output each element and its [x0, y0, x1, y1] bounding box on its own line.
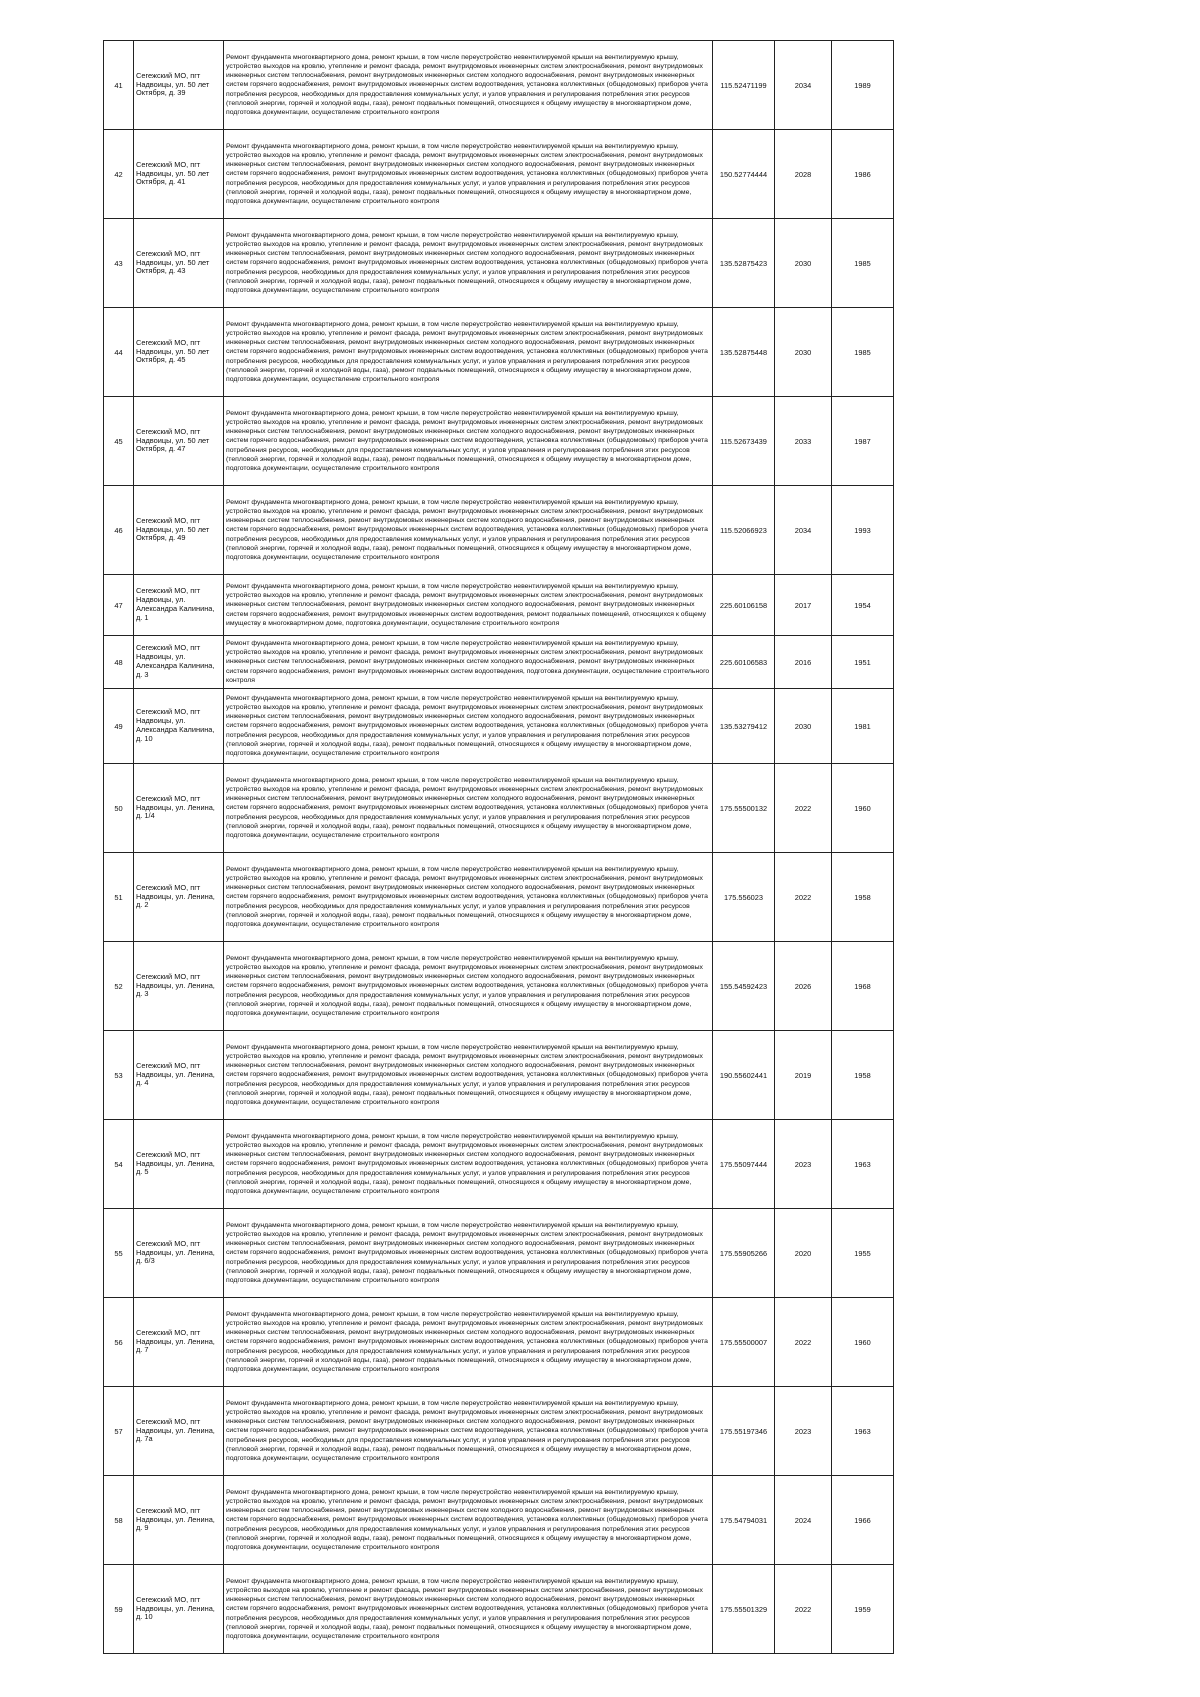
address-cell: Сегежский МО, пгт Надвоицы, ул. Ленина, д. 6/3: [134, 1209, 224, 1298]
table-row: [104, 1387, 894, 1476]
table-row: [104, 575, 894, 636]
repair-year-cell: 2030: [775, 219, 832, 308]
build-year-cell: 1985: [832, 219, 894, 308]
row-number: 44: [104, 308, 134, 397]
address-cell: Сегежский МО, пгт Надвоицы, ул. 50 лет Октября, д. 47: [134, 397, 224, 486]
value-cell: 175.55197346: [713, 1387, 775, 1476]
address-cell: Сегежский МО, пгт Надвоицы, ул. Ленина, д. 10: [134, 1565, 224, 1654]
value-cell: 190.55602441: [713, 1031, 775, 1120]
table-row: [104, 130, 894, 219]
address-cell: Сегежский МО, пгт Надвоицы, ул. 50 лет Октября, д. 41: [134, 130, 224, 219]
value-cell: 175.54794031: [713, 1476, 775, 1565]
works-cell: Ремонт фундамента многоквартирного дома, ремонт крыши, в том числе переустройство невентилируемой крыши на вентилируемую крышу, устройство выходов на кровлю, утепление и ремонт фасада, ремонт внутридомовых инженерных систем электроснабжения, ремонт внутридомовых инженерных систем теплоснабжения, ремонт внутридомовых инженерных систем холодного водоснабжения, ремонт внутридомовых инженерных систем горячего водоснабжения, ремонт внутридомовых инженерных систем водоотведения, установка коллективных (общедомовых) приборов учета потребления ресурсов, необходимых для предоставления коммунальных услуг, и узлов управления и регулирования потребления этих ресурсов (тепловой энергии, горячей и холодной воды, газа), ремонт подвальных помещений, относящихся к общему имуществу в многоквартирном доме, подготовка документации, осуществление строительного контроля: [224, 942, 713, 1031]
table-row: [104, 308, 894, 397]
build-year-cell: 1955: [832, 1209, 894, 1298]
build-year-cell: 1987: [832, 397, 894, 486]
row-number: 41: [104, 41, 134, 130]
works-cell: Ремонт фундамента многоквартирного дома, ремонт крыши, в том числе переустройство невентилируемой крыши на вентилируемую крышу, устройство выходов на кровлю, утепление и ремонт фасада, ремонт внутридомовых инженерных систем электроснабжения, ремонт внутридомовых инженерных систем теплоснабжения, ремонт внутридомовых инженерных систем холодного водоснабжения, ремонт внутридомовых инженерных систем горячего водоснабжения, ремонт внутридомовых инженерных систем водоотведения, установка коллективных (общедомовых) приборов учета потребления ресурсов, необходимых для предоставления коммунальных услуг, и узлов управления и регулирования потребления этих ресурсов (тепловой энергии, горячей и холодной воды, газа), ремонт подвальных помещений, относящихся к общему имуществу в многоквартирном доме, подготовка документации, осуществление строительного контроля: [224, 1387, 713, 1476]
works-cell: Ремонт фундамента многоквартирного дома, ремонт крыши, в том числе переустройство невентилируемой крыши на вентилируемую крышу, устройство выходов на кровлю, утепление и ремонт фасада, ремонт внутридомовых инженерных систем электроснабжения, ремонт внутридомовых инженерных систем теплоснабжения, ремонт внутридомовых инженерных систем холодного водоснабжения, ремонт внутридомовых инженерных систем горячего водоснабжения, ремонт внутридомовых инженерных систем водоотведения, установка коллективных (общедомовых) приборов учета потребления ресурсов, необходимых для предоставления коммунальных услуг, и узлов управления и регулирования потребления этих ресурсов (тепловой энергии, горячей и холодной воды, газа), ремонт подвальных помещений, относящихся к общему имуществу в многоквартирном доме, подготовка документации, осуществление строительного контроля: [224, 219, 713, 308]
build-year-cell: 1993: [832, 486, 894, 575]
build-year-cell: 1959: [832, 1565, 894, 1654]
value-cell: 115.52673439: [713, 397, 775, 486]
repair-year-cell: 2017: [775, 575, 832, 636]
row-number: 45: [104, 397, 134, 486]
works-cell: Ремонт фундамента многоквартирного дома, ремонт крыши, в том числе переустройство невентилируемой крыши на вентилируемую крышу, устройство выходов на кровлю, утепление и ремонт фасада, ремонт внутридомовых инженерных систем электроснабжения, ремонт внутридомовых инженерных систем теплоснабжения, ремонт внутридомовых инженерных систем холодного водоснабжения, ремонт внутридомовых инженерных систем горячего водоснабжения, ремонт внутридомовых инженерных систем водоотведения, установка коллективных (общедомовых) приборов учета потребления ресурсов, необходимых для предоставления коммунальных услуг, и узлов управления и регулирования потребления этих ресурсов (тепловой энергии, горячей и холодной воды, газа), ремонт подвальных помещений, относящихся к общему имуществу в многоквартирном доме, подготовка документации, осуществление строительного контроля: [224, 41, 713, 130]
row-number: 56: [104, 1298, 134, 1387]
table-row: [104, 397, 894, 486]
works-cell: Ремонт фундамента многоквартирного дома, ремонт крыши, в том числе переустройство невентилируемой крыши на вентилируемую крышу, устройство выходов на кровлю, утепление и ремонт фасада, ремонт внутридомовых инженерных систем электроснабжения, ремонт внутридомовых инженерных систем теплоснабжения, ремонт внутридомовых инженерных систем холодного водоснабжения, ремонт внутридомовых инженерных систем горячего водоснабжения, ремонт внутридомовых инженерных систем водоотведения, установка коллективных (общедомовых) приборов учета потребления ресурсов, необходимых для предоставления коммунальных услуг, и узлов управления и регулирования потребления этих ресурсов (тепловой энергии, горячей и холодной воды, газа), ремонт подвальных помещений, относящихся к общему имуществу в многоквартирном доме, подготовка документации, осуществление строительного контроля: [224, 1209, 713, 1298]
works-cell: Ремонт фундамента многоквартирного дома, ремонт крыши, в том числе переустройство невентилируемой крыши на вентилируемую крышу, устройство выходов на кровлю, утепление и ремонт фасада, ремонт внутридомовых инженерных систем электроснабжения, ремонт внутридомовых инженерных систем теплоснабжения, ремонт внутридомовых инженерных систем холодного водоснабжения, ремонт внутридомовых инженерных систем горячего водоснабжения, ремонт внутридомовых инженерных систем водоотведения, установка коллективных (общедомовых) приборов учета потребления ресурсов, необходимых для предоставления коммунальных услуг, и узлов управления и регулирования потребления этих ресурсов (тепловой энергии, горячей и холодной воды, газа), ремонт подвальных помещений, относящихся к общему имуществу в многоквартирном доме, подготовка документации, осуществление строительного контроля: [224, 308, 713, 397]
value-cell: 225.60106158: [713, 575, 775, 636]
row-number: 50: [104, 764, 134, 853]
repair-year-cell: 2020: [775, 1209, 832, 1298]
build-year-cell: 1963: [832, 1387, 894, 1476]
build-year-cell: 1958: [832, 853, 894, 942]
works-cell: Ремонт фундамента многоквартирного дома, ремонт крыши, в том числе переустройство невентилируемой крыши на вентилируемую крышу, устройство выходов на кровлю, утепление и ремонт фасада, ремонт внутридомовых инженерных систем электроснабжения, ремонт внутридомовых инженерных систем теплоснабжения, ремонт внутридомовых инженерных систем холодного водоснабжения, ремонт внутридомовых инженерных систем горячего водоснабжения, ремонт внутридомовых инженерных систем водоотведения, установка коллективных (общедомовых) приборов учета потребления ресурсов, необходимых для предоставления коммунальных услуг, и узлов управления и регулирования потребления этих ресурсов (тепловой энергии, горячей и холодной воды, газа), ремонт подвальных помещений, относящихся к общему имуществу в многоквартирном доме, подготовка документации, осуществление строительного контроля: [224, 764, 713, 853]
address-cell: Сегежский МО, пгт Надвоицы, ул. 50 лет Октября, д. 39: [134, 41, 224, 130]
table-row: [104, 764, 894, 853]
build-year-cell: 1958: [832, 1031, 894, 1120]
repair-year-cell: 2022: [775, 1298, 832, 1387]
value-cell: 135.52875448: [713, 308, 775, 397]
build-year-cell: 1989: [832, 41, 894, 130]
table-row: [104, 1298, 894, 1387]
repair-year-cell: 2028: [775, 130, 832, 219]
repair-year-cell: 2022: [775, 1565, 832, 1654]
works-cell: Ремонт фундамента многоквартирного дома, ремонт крыши, в том числе переустройство невентилируемой крыши на вентилируемую крышу, устройство выходов на кровлю, утепление и ремонт фасада, ремонт внутридомовых инженерных систем электроснабжения, ремонт внутридомовых инженерных систем теплоснабжения, ремонт внутридомовых инженерных систем холодного водоснабжения, ремонт внутридомовых инженерных систем горячего водоснабжения, ремонт внутридомовых инженерных систем водоотведения, установка коллективных (общедомовых) приборов учета потребления ресурсов, необходимых для предоставления коммунальных услуг, и узлов управления и регулирования потребления этих ресурсов (тепловой энергии, горячей и холодной воды, газа), ремонт подвальных помещений, относящихся к общему имуществу в многоквартирном доме, подготовка документации, осуществление строительного контроля: [224, 1120, 713, 1209]
value-cell: 135.52875423: [713, 219, 775, 308]
repair-year-cell: 2019: [775, 1031, 832, 1120]
row-number: 53: [104, 1031, 134, 1120]
repair-year-cell: 2034: [775, 41, 832, 130]
repair-year-cell: 2030: [775, 689, 832, 764]
works-cell: Ремонт фундамента многоквартирного дома, ремонт крыши, в том числе переустройство невентилируемой крыши на вентилируемую крышу, устройство выходов на кровлю, утепление и ремонт фасада, ремонт внутридомовых инженерных систем электроснабжения, ремонт внутридомовых инженерных систем теплоснабжения, ремонт внутридомовых инженерных систем холодного водоснабжения, ремонт внутридомовых инженерных систем горячего водоснабжения, ремонт внутридомовых инженерных систем водоотведения, установка коллективных (общедомовых) приборов учета потребления ресурсов, необходимых для предоставления коммунальных услуг, и узлов управления и регулирования потребления этих ресурсов (тепловой энергии, горячей и холодной воды, газа), ремонт подвальных помещений, относящихся к общему имуществу в многоквартирном доме, подготовка документации, осуществление строительного контроля: [224, 853, 713, 942]
row-number: 57: [104, 1387, 134, 1476]
address-cell: Сегежский МО, пгт Надвоицы, ул. Ленина, д. 2: [134, 853, 224, 942]
value-cell: 155.54592423: [713, 942, 775, 1031]
value-cell: 150.52774444: [713, 130, 775, 219]
row-number: 51: [104, 853, 134, 942]
value-cell: 115.52471199: [713, 41, 775, 130]
table-row: [104, 1476, 894, 1565]
value-cell: 175.55097444: [713, 1120, 775, 1209]
address-cell: Сегежский МО, пгт Надвоицы, ул. Ленина, д. 5: [134, 1120, 224, 1209]
build-year-cell: 1985: [832, 308, 894, 397]
works-cell: Ремонт фундамента многоквартирного дома, ремонт крыши, в том числе переустройство невентилируемой крыши на вентилируемую крышу, устройство выходов на кровлю, утепление и ремонт фасада, ремонт внутридомовых инженерных систем электроснабжения, ремонт внутридомовых инженерных систем теплоснабжения, ремонт внутридомовых инженерных систем холодного водоснабжения, ремонт внутридомовых инженерных систем горячего водоснабжения, ремонт внутридомовых инженерных систем водоотведения, ремонт подвальных помещений, относящихся к общему имуществу в многоквартирном доме, подготовка документации, осуществление строительного контроля: [224, 575, 713, 636]
row-number: 55: [104, 1209, 134, 1298]
value-cell: 115.52066923: [713, 486, 775, 575]
value-cell: 175.55501329: [713, 1565, 775, 1654]
repair-year-cell: 2023: [775, 1120, 832, 1209]
row-number: 54: [104, 1120, 134, 1209]
works-cell: Ремонт фундамента многоквартирного дома, ремонт крыши, в том числе переустройство невентилируемой крыши на вентилируемую крышу, устройство выходов на кровлю, утепление и ремонт фасада, ремонт внутридомовых инженерных систем электроснабжения, ремонт внутридомовых инженерных систем теплоснабжения, ремонт внутридомовых инженерных систем холодного водоснабжения, ремонт внутридомовых инженерных систем горячего водоснабжения, ремонт внутридомовых инженерных систем водоотведения, установка коллективных (общедомовых) приборов учета потребления ресурсов, необходимых для предоставления коммунальных услуг, и узлов управления и регулирования потребления этих ресурсов (тепловой энергии, горячей и холодной воды, газа), ремонт подвальных помещений, относящихся к общему имуществу в многоквартирном доме, подготовка документации, осуществление строительного контроля: [224, 486, 713, 575]
build-year-cell: 1981: [832, 689, 894, 764]
row-number: 59: [104, 1565, 134, 1654]
row-number: 43: [104, 219, 134, 308]
table-row: [104, 689, 894, 764]
repair-year-cell: 2034: [775, 486, 832, 575]
value-cell: 175.55500132: [713, 764, 775, 853]
build-year-cell: 1966: [832, 1476, 894, 1565]
build-year-cell: 1951: [832, 636, 894, 689]
build-year-cell: 1968: [832, 942, 894, 1031]
row-number: 48: [104, 636, 134, 689]
repair-year-cell: 2024: [775, 1476, 832, 1565]
works-cell: Ремонт фундамента многоквартирного дома, ремонт крыши, в том числе переустройство невентилируемой крыши на вентилируемую крышу, устройство выходов на кровлю, утепление и ремонт фасада, ремонт внутридомовых инженерных систем электроснабжения, ремонт внутридомовых инженерных систем теплоснабжения, ремонт внутридомовых инженерных систем холодного водоснабжения, ремонт внутридомовых инженерных систем горячего водоснабжения, ремонт внутридомовых инженерных систем водоотведения, установка коллективных (общедомовых) приборов учета потребления ресурсов, необходимых для предоставления коммунальных услуг, и узлов управления и регулирования потребления этих ресурсов (тепловой энергии, горячей и холодной воды, газа), ремонт подвальных помещений, относящихся к общему имуществу в многоквартирном доме, подготовка документации, осуществление строительного контроля: [224, 1476, 713, 1565]
address-cell: Сегежский МО, пгт Надвоицы, ул. Александра Калинина, д. 3: [134, 636, 224, 689]
repair-year-cell: 2016: [775, 636, 832, 689]
address-cell: Сегежский МО, пгт Надвоицы, ул. 50 лет Октября, д. 43: [134, 219, 224, 308]
table-row: [104, 1120, 894, 1209]
value-cell: 135.53279412: [713, 689, 775, 764]
value-cell: 175.55500007: [713, 1298, 775, 1387]
row-number: 46: [104, 486, 134, 575]
address-cell: Сегежский МО, пгт Надвоицы, ул. Ленина, д. 9: [134, 1476, 224, 1565]
table-row: [104, 942, 894, 1031]
address-cell: Сегежский МО, пгт Надвоицы, ул. Ленина, д. 7а: [134, 1387, 224, 1476]
table-row: [104, 1209, 894, 1298]
address-cell: Сегежский МО, пгт Надвоицы, ул. 50 лет Октября, д. 49: [134, 486, 224, 575]
table-row: [104, 1565, 894, 1654]
row-number: 49: [104, 689, 134, 764]
table-row: [104, 486, 894, 575]
row-number: 42: [104, 130, 134, 219]
table-row: [104, 853, 894, 942]
works-cell: Ремонт фундамента многоквартирного дома, ремонт крыши, в том числе переустройство невентилируемой крыши на вентилируемую крышу, устройство выходов на кровлю, утепление и ремонт фасада, ремонт внутридомовых инженерных систем электроснабжения, ремонт внутридомовых инженерных систем теплоснабжения, ремонт внутридомовых инженерных систем холодного водоснабжения, ремонт внутридомовых инженерных систем горячего водоснабжения, ремонт внутридомовых инженерных систем водоотведения, установка коллективных (общедомовых) приборов учета потребления ресурсов, необходимых для предоставления коммунальных услуг, и узлов управления и регулирования потребления этих ресурсов (тепловой энергии, горячей и холодной воды, газа), ремонт подвальных помещений, относящихся к общему имуществу в многоквартирном доме, подготовка документации, осуществление строительного контроля: [224, 689, 713, 764]
table-row: [104, 219, 894, 308]
value-cell: 225.60106583: [713, 636, 775, 689]
row-number: 47: [104, 575, 134, 636]
row-number: 58: [104, 1476, 134, 1565]
housing-register-table: [103, 40, 894, 1654]
table-row: [104, 1031, 894, 1120]
works-cell: Ремонт фундамента многоквартирного дома, ремонт крыши, в том числе переустройство невентилируемой крыши на вентилируемую крышу, устройство выходов на кровлю, утепление и ремонт фасада, ремонт внутридомовых инженерных систем электроснабжения, ремонт внутридомовых инженерных систем теплоснабжения, ремонт внутридомовых инженерных систем холодного водоснабжения, ремонт внутридомовых инженерных систем горячего водоснабжения, ремонт внутридомовых инженерных систем водоотведения, установка коллективных (общедомовых) приборов учета потребления ресурсов, необходимых для предоставления коммунальных услуг, и узлов управления и регулирования потребления этих ресурсов (тепловой энергии, горячей и холодной воды, газа), ремонт подвальных помещений, относящихся к общему имуществу в многоквартирном доме, подготовка документации, осуществление строительного контроля: [224, 1565, 713, 1654]
table-row: [104, 41, 894, 130]
works-cell: Ремонт фундамента многоквартирного дома, ремонт крыши, в том числе переустройство невентилируемой крыши на вентилируемую крышу, устройство выходов на кровлю, утепление и ремонт фасада, ремонт внутридомовых инженерных систем электроснабжения, ремонт внутридомовых инженерных систем теплоснабжения, ремонт внутридомовых инженерных систем холодного водоснабжения, ремонт внутридомовых инженерных систем горячего водоснабжения, ремонт внутридомовых инженерных систем водоотведения, установка коллективных (общедомовых) приборов учета потребления ресурсов, необходимых для предоставления коммунальных услуг, и узлов управления и регулирования потребления этих ресурсов (тепловой энергии, горячей и холодной воды, газа), ремонт подвальных помещений, относящихся к общему имуществу в многоквартирном доме, подготовка документации, осуществление строительного контроля: [224, 1298, 713, 1387]
table-row: [104, 636, 894, 689]
address-cell: Сегежский МО, пгт Надвоицы, ул. Ленина, д. 4: [134, 1031, 224, 1120]
repair-year-cell: 2026: [775, 942, 832, 1031]
build-year-cell: 1954: [832, 575, 894, 636]
value-cell: 175.556023: [713, 853, 775, 942]
repair-year-cell: 2023: [775, 1387, 832, 1476]
value-cell: 175.55905266: [713, 1209, 775, 1298]
address-cell: Сегежский МО, пгт Надвоицы, ул. Ленина, д. 3: [134, 942, 224, 1031]
address-cell: Сегежский МО, пгт Надвоицы, ул. Александра Калинина, д. 10: [134, 689, 224, 764]
repair-year-cell: 2022: [775, 764, 832, 853]
document-sheet: [103, 40, 893, 1654]
address-cell: Сегежский МО, пгт Надвоицы, ул. Александра Калинина, д. 1: [134, 575, 224, 636]
build-year-cell: 1960: [832, 764, 894, 853]
works-cell: Ремонт фундамента многоквартирного дома, ремонт крыши, в том числе переустройство невентилируемой крыши на вентилируемую крышу, устройство выходов на кровлю, утепление и ремонт фасада, ремонт внутридомовых инженерных систем электроснабжения, ремонт внутридомовых инженерных систем теплоснабжения, ремонт внутридомовых инженерных систем холодного водоснабжения, ремонт внутридомовых инженерных систем горячего водоснабжения, ремонт внутридомовых инженерных систем водоотведения, установка коллективных (общедомовых) приборов учета потребления ресурсов, необходимых для предоставления коммунальных услуг, и узлов управления и регулирования потребления этих ресурсов (тепловой энергии, горячей и холодной воды, газа), ремонт подвальных помещений, относящихся к общему имуществу в многоквартирном доме, подготовка документации, осуществление строительного контроля: [224, 1031, 713, 1120]
works-cell: Ремонт фундамента многоквартирного дома, ремонт крыши, в том числе переустройство невентилируемой крыши на вентилируемую крышу, устройство выходов на кровлю, утепление и ремонт фасада, ремонт внутридомовых инженерных систем электроснабжения, ремонт внутридомовых инженерных систем теплоснабжения, ремонт внутридомовых инженерных систем холодного водоснабжения, ремонт внутридомовых инженерных систем горячего водоснабжения, ремонт внутридомовых инженерных систем водоотведения, установка коллективных (общедомовых) приборов учета потребления ресурсов, необходимых для предоставления коммунальных услуг, и узлов управления и регулирования потребления этих ресурсов (тепловой энергии, горячей и холодной воды, газа), ремонт подвальных помещений, относящихся к общему имуществу в многоквартирном доме, подготовка документации, осуществление строительного контроля: [224, 397, 713, 486]
address-cell: Сегежский МО, пгт Надвоицы, ул. Ленина, д. 7: [134, 1298, 224, 1387]
repair-year-cell: 2030: [775, 308, 832, 397]
address-cell: Сегежский МО, пгт Надвоицы, ул. Ленина, д. 1/4: [134, 764, 224, 853]
address-cell: Сегежский МО, пгт Надвоицы, ул. 50 лет Октября, д. 45: [134, 308, 224, 397]
build-year-cell: 1963: [832, 1120, 894, 1209]
repair-year-cell: 2022: [775, 853, 832, 942]
repair-year-cell: 2033: [775, 397, 832, 486]
row-number: 52: [104, 942, 134, 1031]
works-cell: Ремонт фундамента многоквартирного дома, ремонт крыши, в том числе переустройство невентилируемой крыши на вентилируемую крышу, устройство выходов на кровлю, утепление и ремонт фасада, ремонт внутридомовых инженерных систем электроснабжения, ремонт внутридомовых инженерных систем теплоснабжения, ремонт внутридомовых инженерных систем холодного водоснабжения, ремонт внутридомовых инженерных систем горячего водоснабжения, ремонт внутридомовых инженерных систем водоотведения, установка коллективных (общедомовых) приборов учета потребления ресурсов, необходимых для предоставления коммунальных услуг, и узлов управления и регулирования потребления этих ресурсов (тепловой энергии, горячей и холодной воды, газа), ремонт подвальных помещений, относящихся к общему имуществу в многоквартирном доме, подготовка документации, осуществление строительного контроля: [224, 130, 713, 219]
works-cell: Ремонт фундамента многоквартирного дома, ремонт крыши, в том числе переустройство невентилируемой крыши на вентилируемую крышу, устройство выходов на кровлю, утепление и ремонт фасада, ремонт внутридомовых инженерных систем электроснабжения, ремонт внутридомовых инженерных систем теплоснабжения, ремонт внутридомовых инженерных систем холодного водоснабжения, ремонт внутридомовых инженерных систем горячего водоснабжения, ремонт внутридомовых инженерных систем водоотведения, подготовка документации, осуществление строительного контроля: [224, 636, 713, 689]
build-year-cell: 1986: [832, 130, 894, 219]
build-year-cell: 1960: [832, 1298, 894, 1387]
